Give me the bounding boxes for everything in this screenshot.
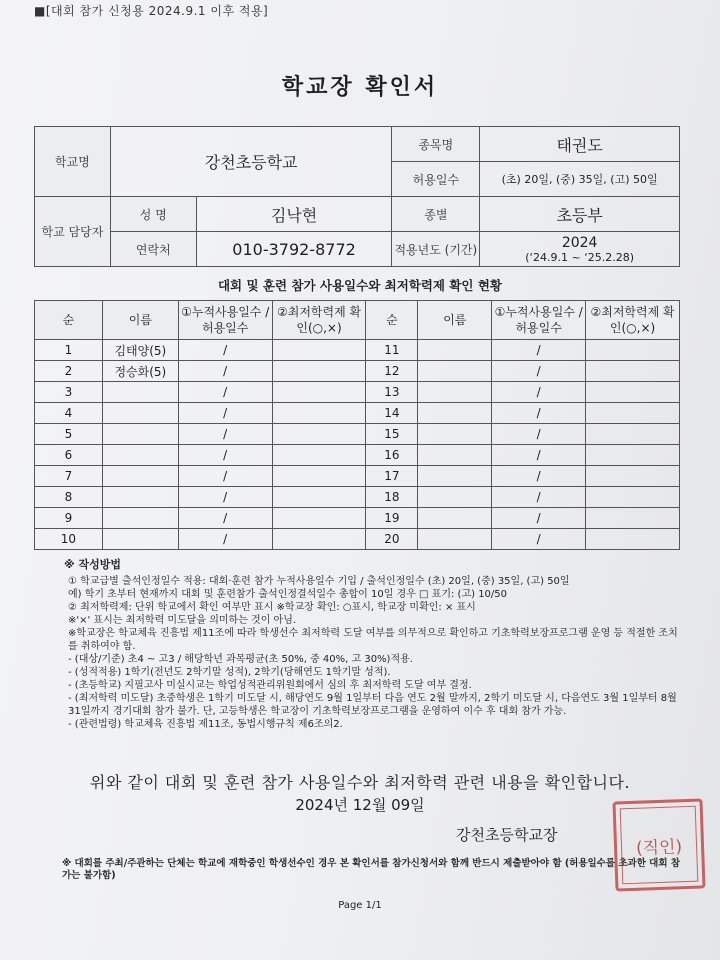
table-row [35, 445, 680, 466]
table-row [35, 361, 680, 382]
roster-cell-check [586, 466, 680, 487]
roster-cell-no: 6 [35, 445, 103, 466]
school-name: 강천초등학교 [110, 127, 392, 197]
roster-cell-check [272, 487, 366, 508]
instruction-line: ※학교장은 학교체육 진흥법 제11조에 따라 학생선수 최저학력 도달 여부를 의무적으로 확인하고 기초학력보장프로그램 운영 등 적절한 조치를 취하여야 함. [68, 628, 678, 652]
roster-cell-check [272, 361, 366, 382]
allowed-days-label: 허용일수 [392, 162, 480, 197]
roster-cell-days: / [178, 382, 272, 403]
sport-value: 태권도 [480, 127, 680, 162]
roster-cell-check [586, 529, 680, 550]
roster-cell-no: 9 [35, 508, 103, 529]
period-value: (‘24.9.1 ~ ‘25.2.28) [525, 250, 635, 264]
instruction-line: - (관련법령) 학교체육 진흥법 제11조, 동법시행규칙 제6조의2. [68, 719, 343, 730]
table-row [35, 424, 680, 445]
year-cell [480, 232, 680, 267]
section-title: 대회 및 훈련 참가 사용일수와 최저학력제 확인 현황 [217, 278, 503, 293]
writing-instructions [64, 558, 678, 731]
roster-cell-name [102, 529, 178, 550]
sport-label: 종목명 [392, 127, 480, 162]
roster-cell-check [586, 508, 680, 529]
year-label: 적용년도 (기간) [392, 232, 480, 267]
header-days-right: ①누적사용일수 /허용일수 [492, 301, 586, 340]
roster-cell-check [272, 382, 366, 403]
roster-cell-check [272, 424, 366, 445]
header-note: ■[대회 참가 신청용 2024.9.1 이후 적용] [34, 4, 269, 18]
roster-cell-check [272, 445, 366, 466]
roster-cell-days: / [492, 361, 586, 382]
table-row [35, 382, 680, 403]
contact-value: 010-3792-8772 [196, 232, 392, 267]
header-days-left: ①누적사용일수 /허용일수 [178, 301, 272, 340]
roster-cell-days: / [492, 445, 586, 466]
confirmation-statement: 위와 같이 대회 및 훈련 참가 사용일수와 최저학력 관련 내용을 확인합니다. [89, 773, 631, 792]
roster-cell-check [272, 340, 366, 361]
roster-cell-name [418, 340, 492, 361]
roster-cell-no: 10 [35, 529, 103, 550]
table-row [35, 487, 680, 508]
instruction-line: ① 학교급별 출석인정일수 적용: 대회·훈련 참가 누적사용일수 기입 / 출석인정일수 (초) 20일, (중) 35일, (고) 50일 [68, 576, 570, 587]
roster-cell-name [418, 403, 492, 424]
roster-cell-no: 15 [366, 424, 418, 445]
seal-text: (직인) [620, 806, 699, 885]
header-name-right: 이름 [418, 301, 492, 340]
category-label: 종별 [392, 197, 480, 232]
roster-cell-name [102, 403, 178, 424]
roster-cell-no: 12 [366, 361, 418, 382]
roster-cell-no: 17 [366, 466, 418, 487]
instruction-line: - (대상/기준) 초4 ~ 고3 / 해당학년 과목평균(초 50%, 중 40%, 고 30%)적용. [68, 654, 413, 665]
table-row [35, 340, 680, 361]
instruction-line: - (초등학교) 지필고사 미실시교는 학업성적관리위원회에서 심의 후 최저학력 도달 여부 결정. [68, 680, 472, 691]
manager-label: 학교 담당자 [35, 197, 111, 267]
table-row [35, 529, 680, 550]
roster-cell-days: / [492, 403, 586, 424]
roster-cell-days: / [178, 361, 272, 382]
roster-cell-name [418, 529, 492, 550]
page-number: Page 1/1 [338, 900, 382, 911]
roster-cell-check [586, 424, 680, 445]
roster-cell-days: / [178, 445, 272, 466]
roster-cell-days: / [178, 487, 272, 508]
roster-cell-no: 19 [366, 508, 418, 529]
instruction-line: - (최저학력 미도달) 초중학생은 1학기 미도달 시, 해당연도 9월 1일부터 다음 연도 2월 말까지, 2학기 미도달 시, 다음연도 3월 1일부터 8월 31일까지 경기대회 참가 불가. 단, 고등학생은 학교장이 기초학력보장프로그램을 운영하여 이수 후 대회 참가 가능. [68, 693, 677, 717]
roster-cell-days: / [178, 508, 272, 529]
name-label: 성 명 [110, 197, 196, 232]
roster-cell-no: 18 [366, 487, 418, 508]
header-no-left: 순 [35, 301, 103, 340]
roster-cell-name [418, 487, 492, 508]
roster-cell-name [418, 382, 492, 403]
roster-table [34, 300, 680, 550]
roster-cell-name [418, 508, 492, 529]
roster-cell-days: / [178, 403, 272, 424]
roster-cell-days: / [492, 424, 586, 445]
roster-cell-check [272, 466, 366, 487]
roster-cell-name [102, 424, 178, 445]
roster-cell-name [418, 466, 492, 487]
roster-cell-name [102, 382, 178, 403]
roster-cell-no: 20 [366, 529, 418, 550]
header-no-right: 순 [366, 301, 418, 340]
roster-cell-check [586, 361, 680, 382]
roster-cell-no: 5 [35, 424, 103, 445]
instruction-line: ※'×' 표시는 최저학력 미도달을 의미하는 것이 아님. [68, 615, 297, 626]
roster-cell-days: / [178, 529, 272, 550]
page-title: 학교장 확인서 [281, 75, 439, 100]
roster-cell-name [418, 361, 492, 382]
roster-cell-days: / [492, 466, 586, 487]
roster-cell-no: 16 [366, 445, 418, 466]
roster-cell-days: / [492, 529, 586, 550]
roster-cell-check [272, 529, 366, 550]
instruction-line: - (성적적용) 1학기(전년도 2학기말 성적), 2학기(당해연도 1학기말 성적). [68, 667, 391, 678]
instruction-line: 예) 학기 초부터 현재까지 대회 및 훈련참가 출석인정결석일수 총합이 10일 경우 □ 표기: (고) 10/50 [68, 589, 508, 600]
roster-cell-no: 3 [35, 382, 103, 403]
allowed-days-value: (초) 20일, (중) 35일, (고) 50일 [480, 162, 680, 197]
contact-label: 연락처 [110, 232, 196, 267]
header-check-right: ②최저학력제 확인(○,×) [586, 301, 680, 340]
roster-cell-name [418, 424, 492, 445]
table-row [35, 508, 680, 529]
roster-header-row [35, 301, 680, 340]
roster-cell-no: 14 [366, 403, 418, 424]
school-label: 학교명 [35, 127, 111, 197]
manager-name: 김낙현 [196, 197, 392, 232]
roster-cell-days: / [178, 424, 272, 445]
roster-cell-check [272, 508, 366, 529]
roster-cell-no: 13 [366, 382, 418, 403]
roster-cell-check [586, 382, 680, 403]
roster-cell-name: 김태양(5) [102, 340, 178, 361]
footnote: ※ 대회를 주최/주관하는 단체는 학교에 재학중인 학생선수인 경우 본 확인서를 참가신청서와 함께 반드시 제출받아야 함 (허용일수를 초과한 대회 참가는 불가함) [62, 858, 681, 881]
roster-cell-check [586, 403, 680, 424]
school-info-table [34, 126, 680, 267]
table-row [35, 466, 680, 487]
roster-cell-no: 8 [35, 487, 103, 508]
roster-cell-name [102, 508, 178, 529]
category-value: 초등부 [480, 197, 680, 232]
roster-cell-name [102, 466, 178, 487]
roster-cell-name [102, 445, 178, 466]
header-check-left: ②최저학력제 확인(○,×) [272, 301, 366, 340]
table-row [35, 403, 680, 424]
roster-cell-check [586, 445, 680, 466]
roster-cell-check [586, 340, 680, 361]
roster-cell-no: 2 [35, 361, 103, 382]
header-name-left: 이름 [102, 301, 178, 340]
year-value: 2024 [561, 234, 598, 251]
roster-cell-no: 4 [35, 403, 103, 424]
roster-cell-days: / [178, 340, 272, 361]
roster-cell-days: / [492, 487, 586, 508]
roster-cell-no: 1 [35, 340, 103, 361]
roster-cell-name: 정승화(5) [102, 361, 178, 382]
roster-cell-name [102, 487, 178, 508]
roster-cell-days: / [492, 508, 586, 529]
roster-cell-days: / [178, 466, 272, 487]
roster-cell-no: 7 [35, 466, 103, 487]
roster-cell-no: 11 [366, 340, 418, 361]
roster-cell-days: / [492, 340, 586, 361]
issue-date: 2024년 12월 09일 [295, 796, 425, 814]
principal-signature: 강천초등학교장 [456, 826, 558, 844]
notes-heading: ※ 작성방법 [64, 558, 122, 571]
roster-cell-name [418, 445, 492, 466]
roster-cell-days: / [492, 382, 586, 403]
roster-cell-check [586, 487, 680, 508]
instruction-line: ② 최저학력제: 단위 학교에서 확인 여부만 표시 ※학교장 확인: ○표시, 학교장 미확인: × 표시 [68, 602, 476, 613]
roster-cell-check [272, 403, 366, 424]
